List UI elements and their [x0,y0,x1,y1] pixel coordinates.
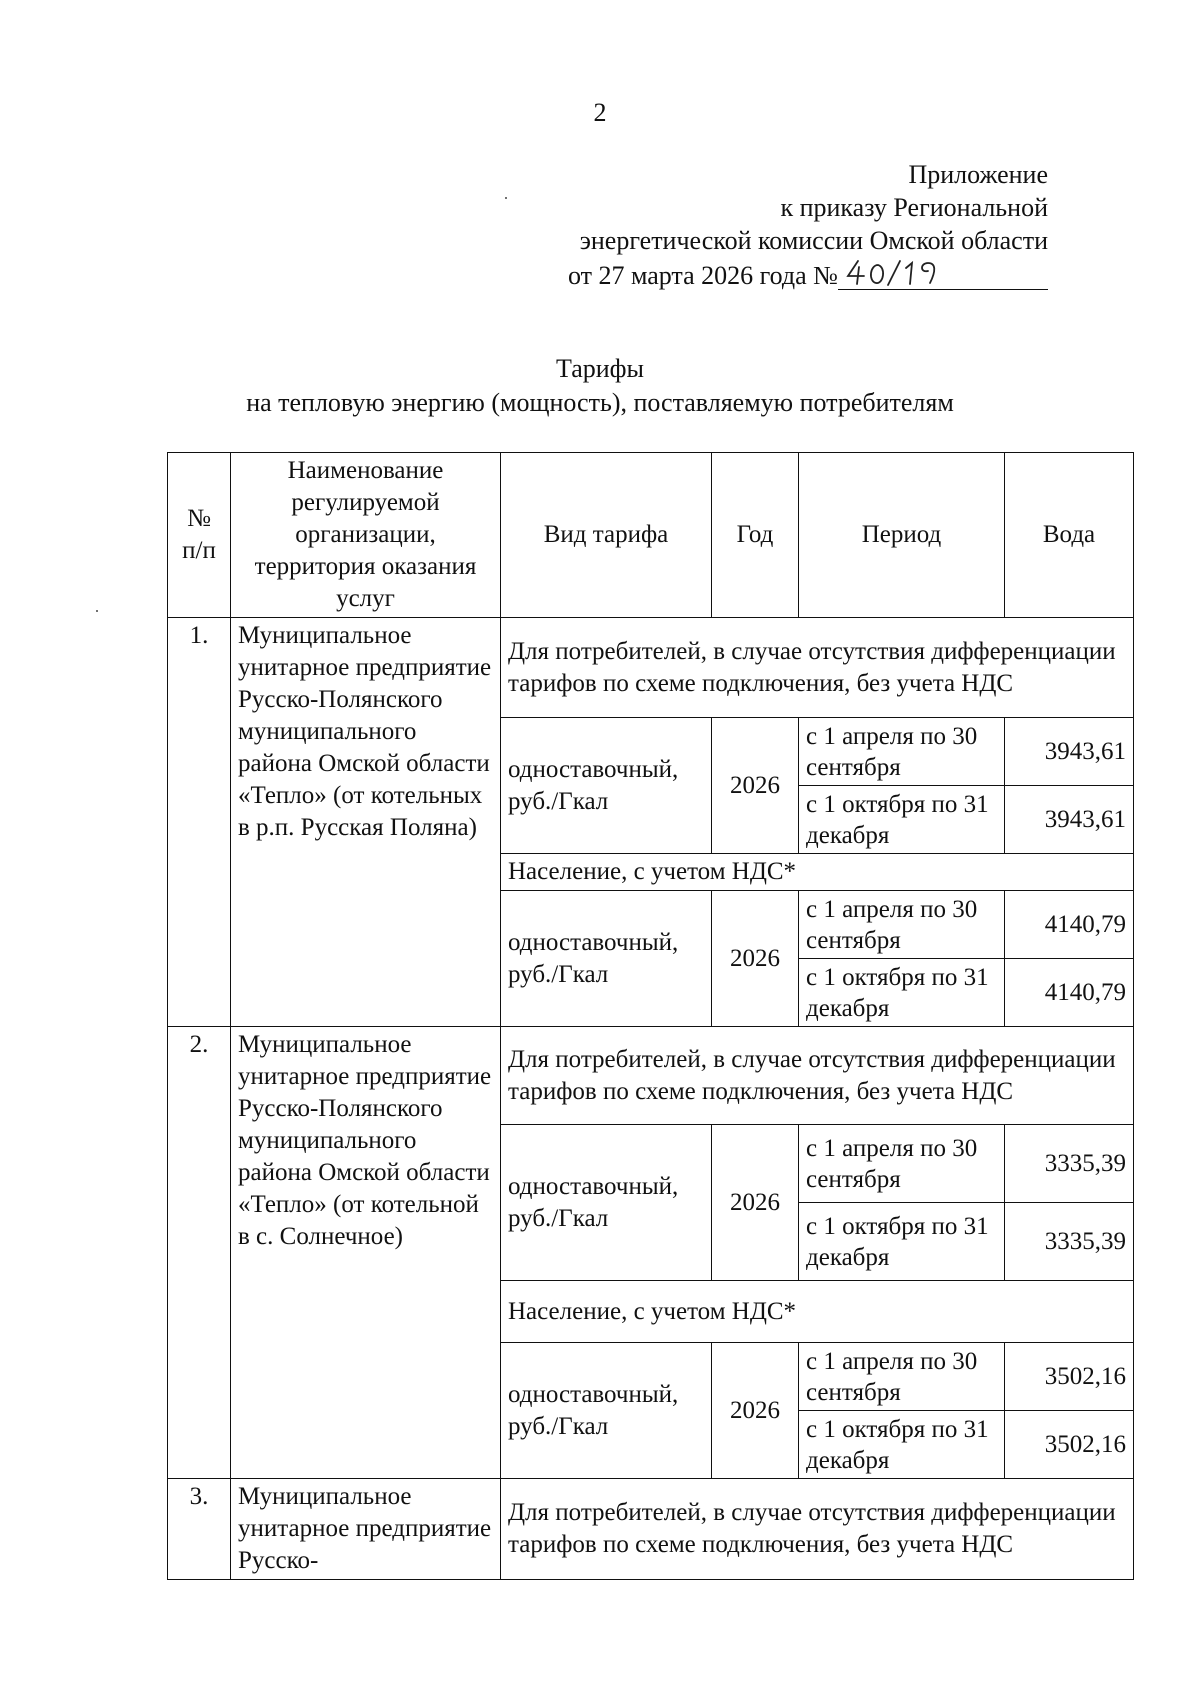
consumer-category: Население, с учетом НДС* [501,854,1134,891]
tariff-period: с 1 октября по 31 декабря [799,959,1005,1027]
organization-name: Муниципальное унитарное предприятие Русско- [231,1479,501,1580]
tariff-period: с 1 апреля по 30 сентября [799,891,1005,959]
header-kind: Вид тарифа [501,453,712,618]
row-number: 1. [168,618,231,1027]
tariff-period: с 1 апреля по 30 сентября [799,1125,1005,1203]
appendix-order-line [568,257,1048,292]
tariff-year: 2026 [712,891,799,1027]
scan-speck [96,610,98,612]
tariff-value: 3943,61 [1005,786,1134,854]
tariff-value: 3502,16 [1005,1411,1134,1479]
consumer-category: Население, с учетом НДС* [501,1281,1134,1343]
page-number: 2 [593,98,607,127]
tariff-year: 2026 [712,1125,799,1281]
title-subtitle: на тепловую энергию (мощность), поставляемую потребителям [246,388,954,417]
table-row [168,618,1134,718]
organization-name: Муниципальное унитарное предприятие Русско-Полянского муниципального района Омской области «Тепло» (от котельных в р.п. Русская Поляна) [231,618,501,1027]
tariff-year: 2026 [712,1343,799,1479]
tariff-value: 3943,61 [1005,718,1134,786]
consumer-category: Для потребителей, в случае отсутствия дифференциации тарифов по схеме подключения, без учета НДС [501,618,1134,718]
handwritten-order-number [844,257,964,287]
tariff-year: 2026 [712,718,799,854]
consumer-category: Для потребителей, в случае отсутствия дифференциации тарифов по схеме подключения, без учета НДС [501,1479,1134,1580]
tariff-kind: одноставочный, руб./Гкал [501,1125,712,1281]
organization-name: Муниципальное унитарное предприятие Русско-Полянского муниципального района Омской области «Тепло» (от котельной в с. Солнечное) [231,1027,501,1479]
appendix-issuer: энергетической комиссии Омской области [579,226,1048,255]
table-row [168,1027,1134,1125]
tariff-kind: одноставочный, руб./Гкал [501,891,712,1027]
header-num: № п/п [168,453,231,618]
order-number-field [838,257,1048,290]
document-title [0,352,1200,420]
header-year: Год [712,453,799,618]
tariff-value: 3502,16 [1005,1343,1134,1411]
tariff-value: 4140,79 [1005,959,1134,1027]
tariff-value: 3335,39 [1005,1203,1134,1281]
consumer-category: Для потребителей, в случае отсутствия дифференциации тарифов по схеме подключения, без учета НДС [501,1027,1134,1125]
appendix-order-ref: к приказу Региональной [780,193,1048,222]
header-period: Период [799,453,1005,618]
tariffs-table [167,452,1134,1580]
tariff-kind: одноставочный, руб./Гкал [501,718,712,854]
row-number: 3. [168,1479,231,1580]
appendix-title: Приложение [908,160,1048,189]
table-row [168,1479,1134,1580]
scan-speck [505,197,507,199]
tariff-period: с 1 апреля по 30 сентября [799,1343,1005,1411]
title-main: Тарифы [555,354,644,383]
row-number: 2. [168,1027,231,1479]
tariff-kind: одноставочный, руб./Гкал [501,1343,712,1479]
table-header-row [168,453,1134,618]
tariff-period: с 1 октября по 31 декабря [799,786,1005,854]
appendix-header [568,158,1048,292]
header-org: Наименование регулируемой организации, территория оказания услуг [231,453,501,618]
tariff-period: с 1 октября по 31 декабря [799,1411,1005,1479]
tariff-period: с 1 октября по 31 декабря [799,1203,1005,1281]
tariff-value: 3335,39 [1005,1125,1134,1203]
header-water: Вода [1005,453,1134,618]
tariff-period: с 1 апреля по 30 сентября [799,718,1005,786]
tariff-value: 4140,79 [1005,891,1134,959]
order-date-prefix: от 27 марта 2026 года № [567,261,838,290]
